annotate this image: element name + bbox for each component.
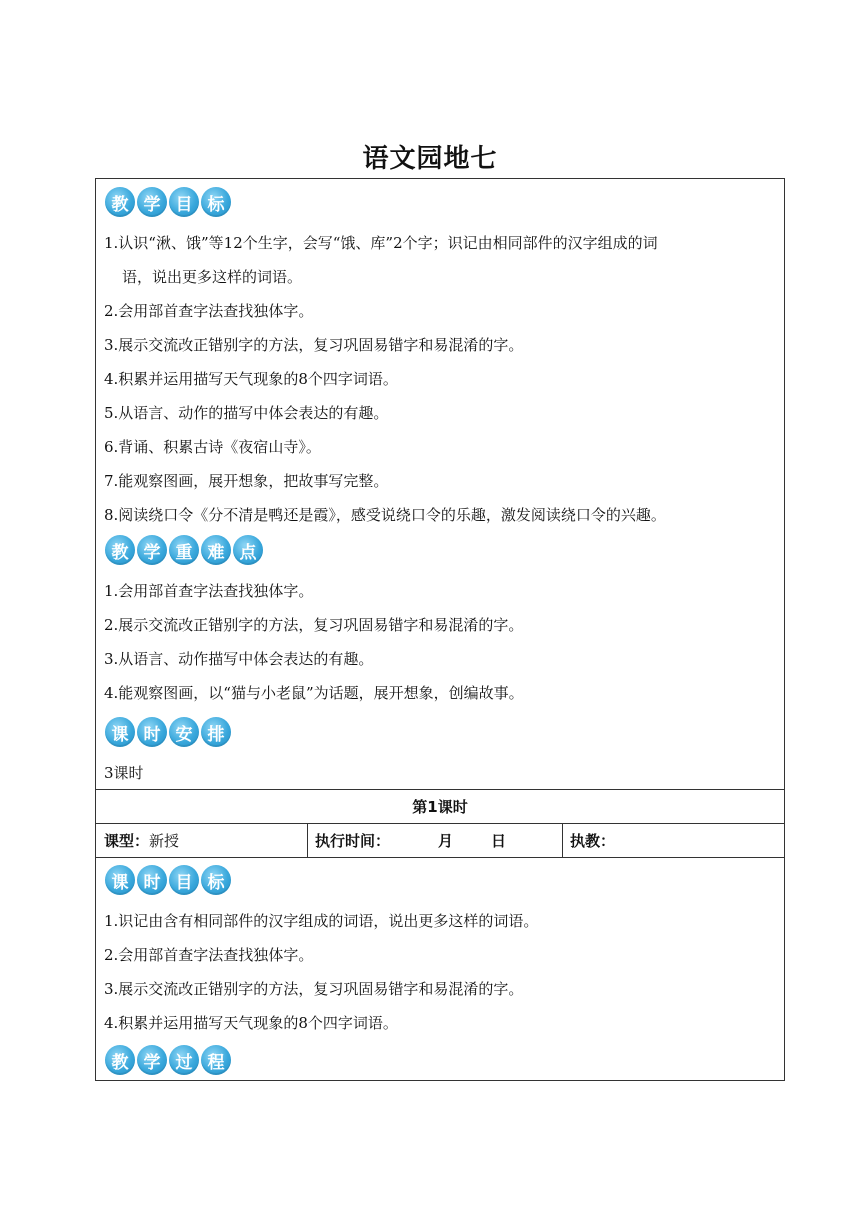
lesson-header: 第1课时	[412, 798, 468, 816]
lesson-type-value: 新授	[149, 832, 180, 850]
process-heading	[105, 1045, 231, 1077]
goal-item: 4.积累并运用描写天气现象的8个四字词语。	[104, 370, 398, 388]
schedule-text: 3课时	[104, 764, 144, 782]
heading-badge: 课	[105, 865, 135, 895]
schedule-heading	[105, 717, 231, 749]
lesson-goal-item: 4.积累并运用描写天气现象的8个四字词语。	[104, 1014, 398, 1032]
goal-item: 2.会用部首查字法查找独体字。	[104, 302, 314, 320]
heading-badge: 重	[169, 535, 199, 565]
heading-badge: 学	[137, 1045, 167, 1075]
lesson-goal-item: 1.识记由含有相同部件的汉字组成的词语，说出更多这样的词语。	[104, 912, 539, 930]
heading-badge: 目	[169, 865, 199, 895]
goal-item: 8.阅读绕口令《分不清是鸭还是霞》，感受说绕口令的乐趣，激发阅读绕口令的兴趣。	[104, 506, 666, 524]
heading-badge: 教	[105, 535, 135, 565]
month-label: 月	[438, 832, 454, 850]
heading-badge: 学	[137, 535, 167, 565]
lesson-type	[104, 831, 179, 851]
execution-time-label: 执行时间：	[315, 832, 391, 850]
day-label: 日	[491, 832, 507, 850]
lesson-goals-heading	[105, 865, 231, 897]
lesson-plan-table	[95, 178, 785, 1081]
lesson-goal-item: 2.会用部首查字法查找独体字。	[104, 946, 314, 964]
key-point-item: 1.会用部首查字法查找独体字。	[104, 582, 314, 600]
goal-item: 3.展示交流改正错别字的方法，复习巩固易错字和易混淆的字。	[104, 336, 524, 354]
heading-badge: 标	[201, 865, 231, 895]
heading-badge: 安	[169, 717, 199, 747]
heading-badge: 时	[137, 717, 167, 747]
heading-badge: 点	[233, 535, 263, 565]
row-divider	[96, 789, 784, 790]
heading-badge: 难	[201, 535, 231, 565]
page-title: 语文园地七	[362, 144, 498, 174]
heading-badge: 学	[137, 187, 167, 217]
heading-badge: 课	[105, 717, 135, 747]
row-divider	[96, 823, 784, 824]
heading-badge: 排	[201, 717, 231, 747]
lesson-type-label: 课型：	[104, 832, 150, 850]
row-divider	[96, 857, 784, 858]
goal-item: 7.能观察图画，展开想象，把故事写完整。	[104, 472, 389, 490]
heading-badge: 教	[105, 1045, 135, 1075]
cell-divider	[307, 823, 308, 857]
lesson-goal-item: 3.展示交流改正错别字的方法，复习巩固易错字和易混淆的字。	[104, 980, 524, 998]
heading-badge: 过	[169, 1045, 199, 1075]
goal-item: 1.认识“湫、饿”等12个生字，会写“饿、库”2个字；识记由相同部件的汉字组成的词	[104, 234, 658, 252]
heading-badge: 标	[201, 187, 231, 217]
heading-badge: 程	[201, 1045, 231, 1075]
heading-badge: 时	[137, 865, 167, 895]
teacher-label: 执教：	[570, 832, 616, 850]
key-point-item: 3.从语言、动作描写中体会表达的有趣。	[104, 650, 374, 668]
heading-badge: 目	[169, 187, 199, 217]
key-point-item: 2.展示交流改正错别字的方法，复习巩固易错字和易混淆的字。	[104, 616, 524, 634]
goal-item: 6.背诵、积累古诗《夜宿山寺》。	[104, 438, 321, 456]
goal-item: 语，说出更多这样的词语。	[122, 268, 303, 286]
heading-badge: 教	[105, 187, 135, 217]
cell-divider	[562, 823, 563, 857]
key-point-item: 4.能观察图画，以“猫与小老鼠”为话题，展开想象，创编故事。	[104, 684, 524, 702]
key-points-heading	[105, 535, 263, 567]
teaching-goals-heading	[105, 187, 231, 219]
goal-item: 5.从语言、动作的描写中体会表达的有趣。	[104, 404, 389, 422]
